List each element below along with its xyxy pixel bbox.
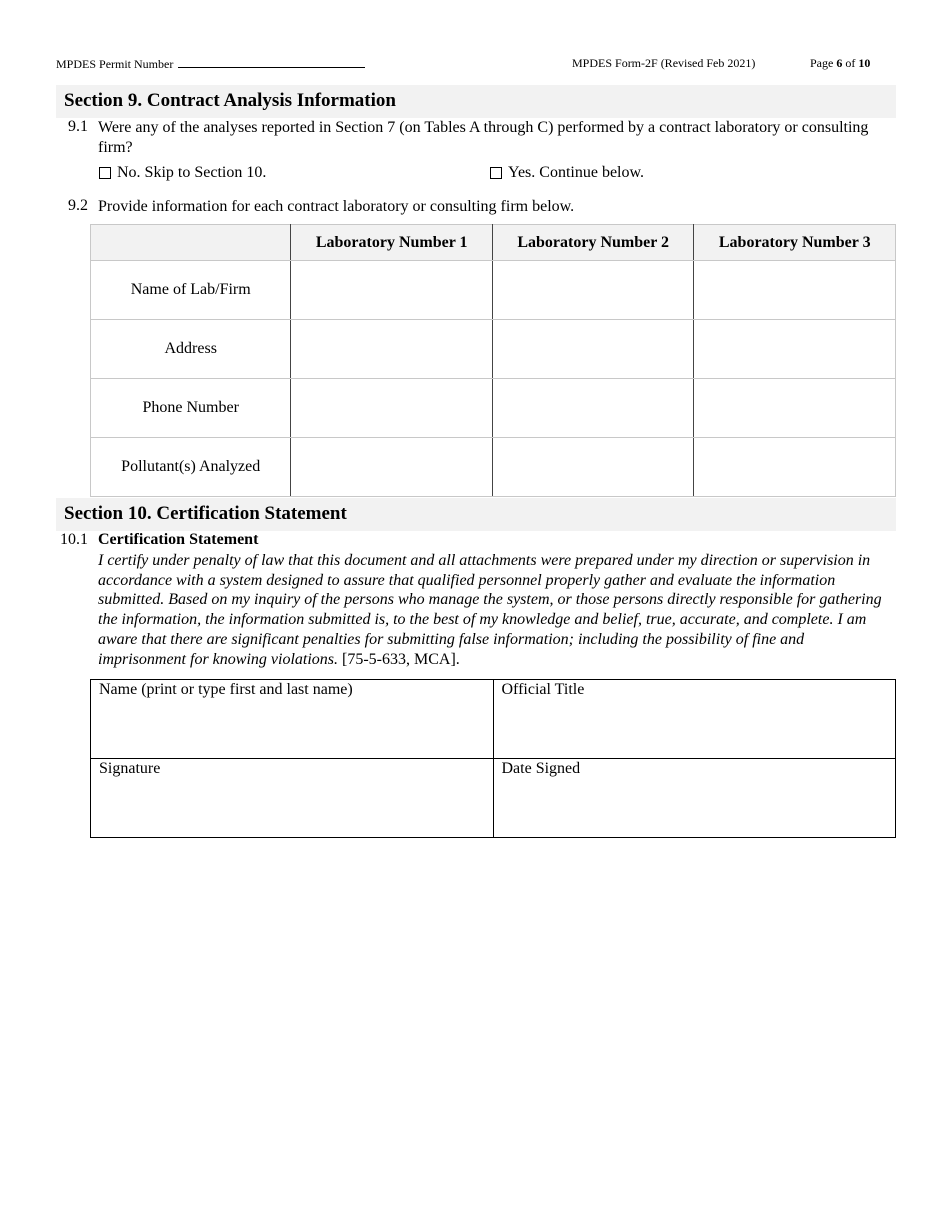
lab1-name-cell[interactable] (291, 261, 493, 320)
question-9-1-number: 9.1 (68, 118, 88, 135)
lab1-pollutants-cell[interactable] (291, 438, 493, 497)
row-label-pollutants: Pollutant(s) Analyzed (91, 438, 291, 497)
question-9-2-number: 9.2 (68, 197, 88, 214)
lab-row-phone (91, 379, 896, 438)
name-field[interactable] (91, 680, 494, 759)
lab-row-pollutants (91, 438, 896, 497)
lab-row-address (91, 320, 896, 379)
section-9-header (56, 85, 896, 118)
checkbox-no[interactable] (99, 167, 111, 179)
certification-statement (98, 551, 890, 669)
question-10-1-number: 10.1 (60, 531, 88, 548)
lab1-phone-cell[interactable] (291, 379, 493, 438)
signature-field[interactable] (91, 759, 494, 838)
certification-text: I certify under penalty of law that this document and all attachments were prepared under my direction or supervision in accordance with a system designed to assure that qualified personnel properly gather and evaluate the information submitted. Based on my inquiry of the persons who manage the system, or those persons directly responsible for gathering the information, the information submitted is, to the best of my knowledge and belief, true, accurate, and complete. I am aware that there are significant penalties for submitting false information; including the possibility of fine and imprisonment for knowing violations. (98, 552, 882, 668)
section-10-header (56, 498, 896, 531)
lab-header-2: Laboratory Number 2 (492, 225, 694, 261)
section-9-title: Section 9. Contract Analysis Information (64, 90, 396, 111)
lab-header-1: Laboratory Number 1 (291, 225, 493, 261)
signature-table (90, 679, 896, 838)
page-total: 10 (858, 56, 871, 70)
lab-row-name (91, 261, 896, 320)
section-10-title: Section 10. Certification Statement (64, 503, 347, 524)
option-no[interactable]: No. Skip to Section 10. (99, 164, 266, 182)
lab2-pollutants-cell[interactable] (492, 438, 694, 497)
lab1-address-cell[interactable] (291, 320, 493, 379)
row-label-name: Name of Lab/Firm (91, 261, 291, 320)
name-field-label: Name (print or type first and last name) (99, 681, 353, 698)
contract-lab-table (90, 224, 896, 497)
signature-label: Signature (99, 760, 161, 777)
certification-citation: [75-5-633, MCA]. (342, 650, 460, 668)
lab3-pollutants-cell[interactable] (694, 438, 896, 497)
lab2-name-cell[interactable] (492, 261, 694, 320)
date-signed-field[interactable] (493, 759, 896, 838)
checkbox-yes[interactable] (490, 167, 502, 179)
row-label-phone: Phone Number (91, 379, 291, 438)
certification-subtitle: Certification Statement (98, 531, 259, 548)
official-title-field[interactable] (493, 680, 896, 759)
page-current: 6 (836, 56, 843, 70)
lab3-address-cell[interactable] (694, 320, 896, 379)
permit-number-blank[interactable] (178, 56, 365, 68)
lab3-name-cell[interactable] (694, 261, 896, 320)
lab-header-3: Laboratory Number 3 (694, 225, 896, 261)
date-signed-label: Date Signed (501, 760, 581, 777)
permit-number-label: MPDES Permit Number (56, 56, 365, 72)
lab3-phone-cell[interactable] (694, 379, 896, 438)
question-9-2-text: Provide information for each contract laboratory or consulting firm below. (98, 198, 575, 215)
lab-table-corner (91, 225, 291, 261)
lab2-phone-cell[interactable] (492, 379, 694, 438)
page-indicator: Page 6 of 10 (810, 56, 871, 70)
question-9-1-text: Were any of the analyses reported in Section 7 (on Tables A through C) performed by a contract laboratory or consulting firm? (98, 119, 869, 156)
lab2-address-cell[interactable] (492, 320, 694, 379)
row-label-address: Address (91, 320, 291, 379)
official-title-label: Official Title (501, 681, 585, 698)
option-yes[interactable]: Yes. Continue below. (490, 164, 644, 182)
form-id: MPDES Form-2F (Revised Feb 2021) (572, 56, 756, 70)
lab-table-header-row (91, 225, 896, 261)
